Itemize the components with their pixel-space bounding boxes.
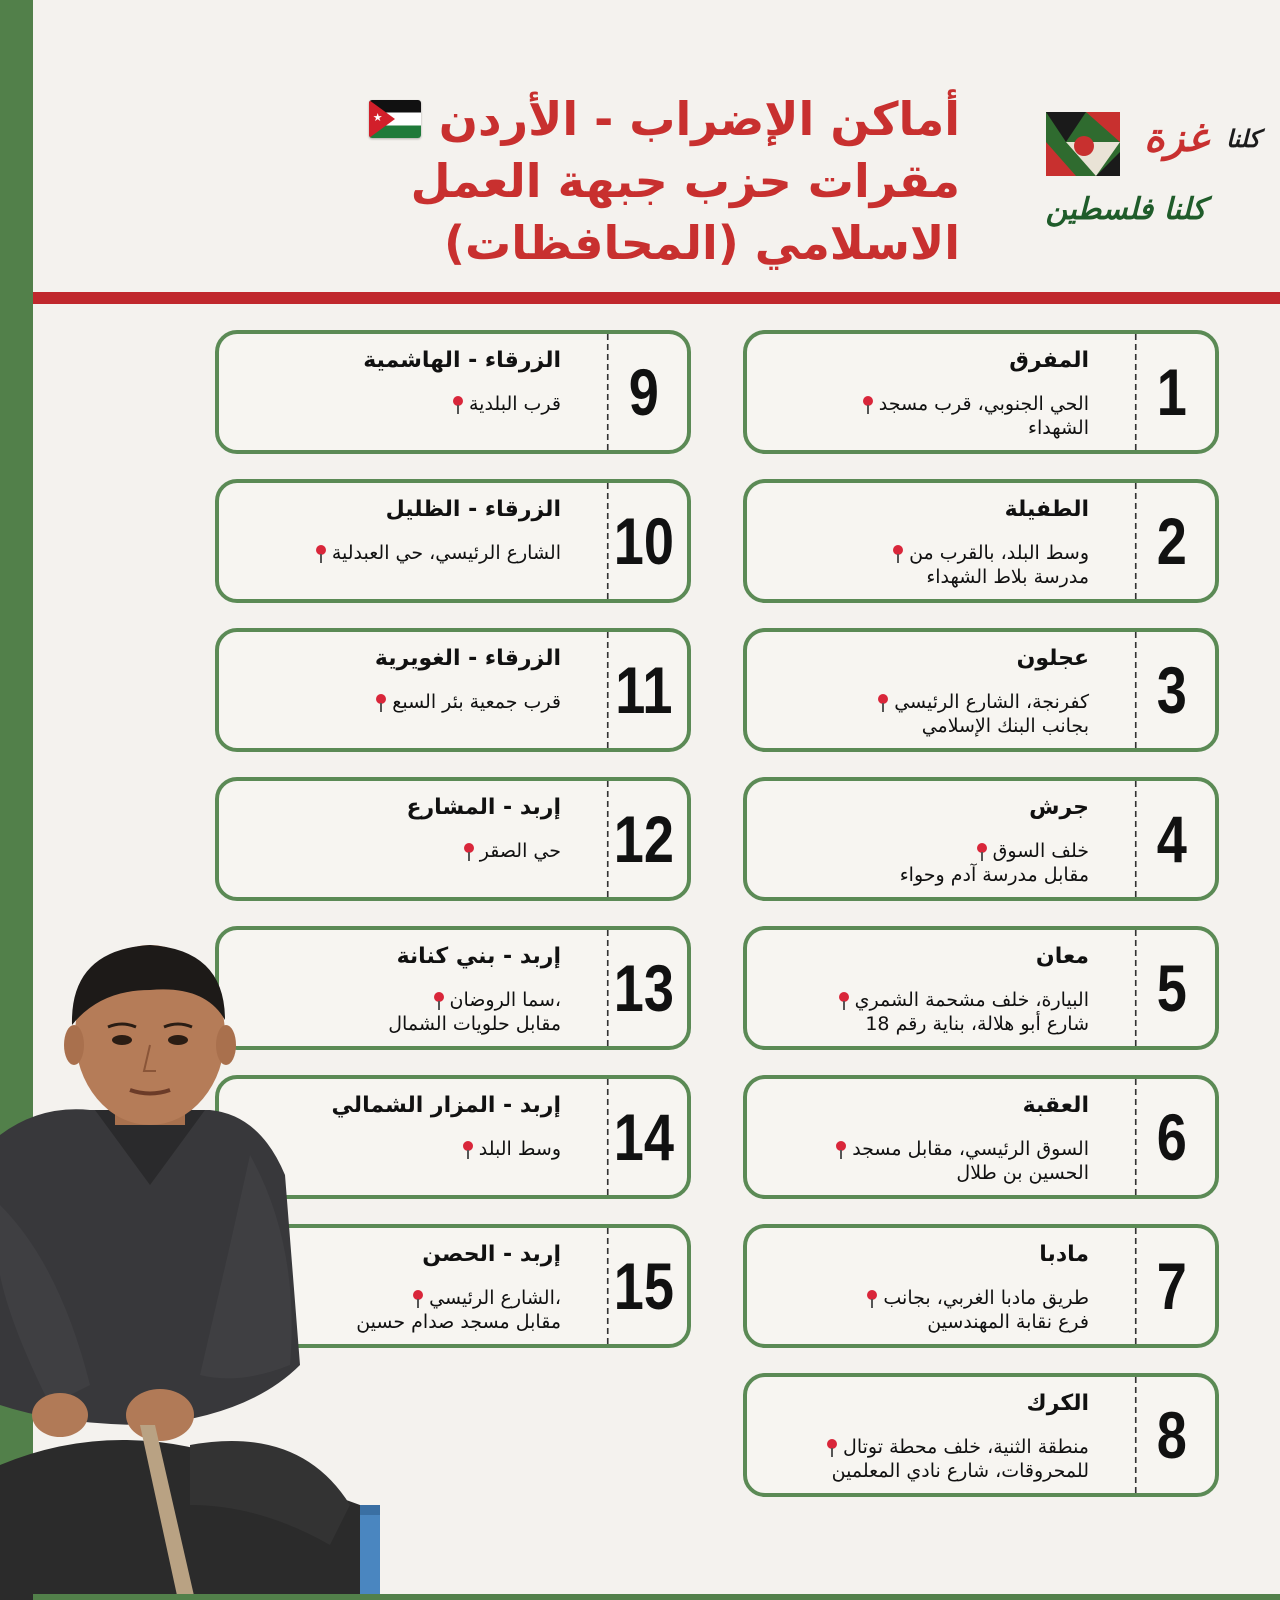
address-text: ،سما الروضان bbox=[449, 989, 561, 1011]
map-pin-icon bbox=[434, 992, 444, 1010]
location-card bbox=[743, 1373, 1219, 1497]
location-address bbox=[233, 392, 561, 416]
map-pin-icon bbox=[376, 694, 386, 712]
address-text: حي الصقر bbox=[479, 840, 561, 862]
address-line-1 bbox=[761, 839, 1089, 863]
title-line-3: الاسلامي (المحافظات) bbox=[444, 216, 960, 270]
map-pin-icon bbox=[836, 1141, 846, 1159]
address-line-1 bbox=[761, 988, 1089, 1012]
address-line-1 bbox=[233, 690, 561, 714]
address-line-1 bbox=[233, 839, 561, 863]
location-card bbox=[743, 1075, 1219, 1199]
location-card bbox=[743, 1224, 1219, 1348]
address-line-2: مقابل مدرسة آدم وحواء bbox=[899, 864, 1089, 886]
location-name: الطفيلة bbox=[1004, 497, 1089, 522]
map-pin-icon bbox=[863, 396, 873, 414]
location-address bbox=[233, 690, 561, 714]
address-line-1 bbox=[761, 1286, 1089, 1310]
location-card bbox=[215, 628, 691, 752]
location-address bbox=[761, 1435, 1089, 1483]
location-card bbox=[215, 479, 691, 603]
address-text: خلف السوق bbox=[992, 840, 1089, 862]
page-title bbox=[320, 88, 960, 274]
address-line-1 bbox=[233, 392, 561, 416]
jordan-flag-icon bbox=[369, 100, 421, 138]
location-number: 1 bbox=[1135, 334, 1207, 450]
location-number: 8 bbox=[1135, 1377, 1207, 1493]
location-number: 12 bbox=[607, 781, 679, 897]
map-pin-icon bbox=[839, 992, 849, 1010]
location-card bbox=[215, 777, 691, 901]
address-text: وسط البلد، بالقرب من bbox=[909, 542, 1089, 564]
address-line-1 bbox=[761, 1435, 1089, 1459]
location-address bbox=[761, 988, 1089, 1036]
map-pin-icon bbox=[893, 545, 903, 563]
address-line-2: مقابل حلويات الشمال bbox=[388, 1013, 561, 1035]
title-line-2: مقرات حزب جبهة العمل bbox=[410, 154, 960, 208]
title-text-1: أماكن الإضراب - الأردن bbox=[438, 92, 960, 146]
location-address bbox=[761, 1286, 1089, 1334]
location-number: 4 bbox=[1135, 781, 1207, 897]
address-line-2: مقابل مسجد صدام حسين bbox=[356, 1311, 561, 1333]
address-text: قرب جمعية بئر السبع bbox=[392, 691, 561, 713]
location-number: 15 bbox=[607, 1228, 679, 1344]
address-line-2: مدرسة بلاط الشهداء bbox=[926, 566, 1089, 588]
child-photo bbox=[0, 945, 380, 1600]
location-number: 6 bbox=[1135, 1079, 1207, 1195]
location-number: 7 bbox=[1135, 1228, 1207, 1344]
logo-text-a: كلنا bbox=[1226, 124, 1260, 153]
address-line-2: فرع نقابة المهندسين bbox=[927, 1311, 1089, 1333]
map-pin-icon bbox=[867, 1290, 877, 1308]
location-number: 14 bbox=[607, 1079, 679, 1195]
location-address bbox=[233, 839, 561, 863]
address-line-1 bbox=[761, 541, 1089, 565]
location-number: 13 bbox=[607, 930, 679, 1046]
location-name: الزرقاء - الهاشمية bbox=[363, 348, 561, 373]
header-divider bbox=[33, 292, 1280, 304]
map-pin-icon bbox=[463, 1141, 473, 1159]
location-number: 11 bbox=[607, 632, 679, 748]
location-name: الزرقاء - الظليل bbox=[385, 497, 561, 522]
map-pin-icon bbox=[413, 1290, 423, 1308]
palestine-pattern-icon bbox=[1046, 112, 1120, 176]
address-line-1 bbox=[761, 392, 1089, 416]
location-address bbox=[761, 392, 1089, 440]
location-card bbox=[743, 479, 1219, 603]
address-text: قرب البلدية bbox=[468, 393, 561, 415]
location-address bbox=[761, 839, 1089, 887]
address-text: الشارع الرئيسي، حي العبدلية bbox=[331, 542, 561, 564]
location-address bbox=[761, 1137, 1089, 1185]
location-address bbox=[761, 690, 1089, 738]
location-card bbox=[743, 330, 1219, 454]
location-name: إربد - المشارع bbox=[406, 795, 561, 820]
address-line-1 bbox=[233, 541, 561, 565]
address-line-2: للمحروقات، شارع نادي المعلمين bbox=[831, 1460, 1089, 1482]
map-pin-icon bbox=[827, 1439, 837, 1457]
location-number: 2 bbox=[1135, 483, 1207, 599]
location-number: 3 bbox=[1135, 632, 1207, 748]
address-text: منطقة الثنية، خلف محطة توتال bbox=[843, 1436, 1089, 1458]
address-text: طريق مادبا الغربي، بجانب bbox=[883, 1287, 1089, 1309]
logo-text-gaza: غزة bbox=[1144, 114, 1208, 161]
location-name: الزرقاء - الغويرية bbox=[374, 646, 561, 671]
address-text: كفرنجة، الشارع الرئيسي bbox=[894, 691, 1089, 713]
map-pin-icon bbox=[464, 843, 474, 861]
location-name: عجلون bbox=[1016, 646, 1089, 671]
map-pin-icon bbox=[977, 843, 987, 861]
location-number: 9 bbox=[607, 334, 679, 450]
gaza-palestine-logo bbox=[1046, 104, 1260, 254]
title-line-1 bbox=[320, 88, 960, 150]
address-text: الحي الجنوبي، قرب مسجد bbox=[878, 393, 1089, 415]
location-name: الكرك bbox=[1026, 1391, 1089, 1416]
map-pin-icon bbox=[878, 694, 888, 712]
location-card bbox=[743, 777, 1219, 901]
address-line-1 bbox=[761, 1137, 1089, 1161]
location-card bbox=[743, 926, 1219, 1050]
logo-text-palestine: كلنا فلسطين bbox=[1045, 192, 1206, 227]
address-line-2: شارع أبو هلالة، بناية رقم 18 bbox=[865, 1013, 1089, 1035]
location-number: 5 bbox=[1135, 930, 1207, 1046]
location-card bbox=[743, 628, 1219, 752]
location-number: 10 bbox=[607, 483, 679, 599]
location-address bbox=[233, 541, 561, 565]
location-address bbox=[761, 541, 1089, 589]
address-text: ،الشارع الرئيسي bbox=[429, 1287, 561, 1309]
location-card bbox=[215, 330, 691, 454]
address-line-2: الشهداء bbox=[1028, 417, 1089, 439]
address-line-1 bbox=[761, 690, 1089, 714]
location-name: إربد - الحصن bbox=[422, 1242, 561, 1267]
location-name: جرش bbox=[1029, 795, 1089, 820]
location-name: إربد - بني كنانة bbox=[396, 944, 561, 969]
bottom-green-line bbox=[33, 1594, 1280, 1600]
location-name: العقبة bbox=[1022, 1093, 1089, 1118]
location-name: معان bbox=[1035, 944, 1089, 969]
address-line-2: بجانب البنك الإسلامي bbox=[921, 715, 1089, 737]
location-name: مادبا bbox=[1039, 1242, 1089, 1267]
address-text: السوق الرئيسي، مقابل مسجد bbox=[852, 1138, 1089, 1160]
map-pin-icon bbox=[453, 396, 463, 414]
address-text: وسط البلد bbox=[478, 1138, 561, 1160]
location-name: إربد - المزار الشمالي bbox=[331, 1093, 561, 1118]
address-line-2: الحسين بن طلال bbox=[956, 1162, 1089, 1184]
location-name: المفرق bbox=[1009, 348, 1089, 373]
map-pin-icon bbox=[316, 545, 326, 563]
address-text: البيارة، خلف مشحمة الشمري bbox=[854, 989, 1089, 1011]
